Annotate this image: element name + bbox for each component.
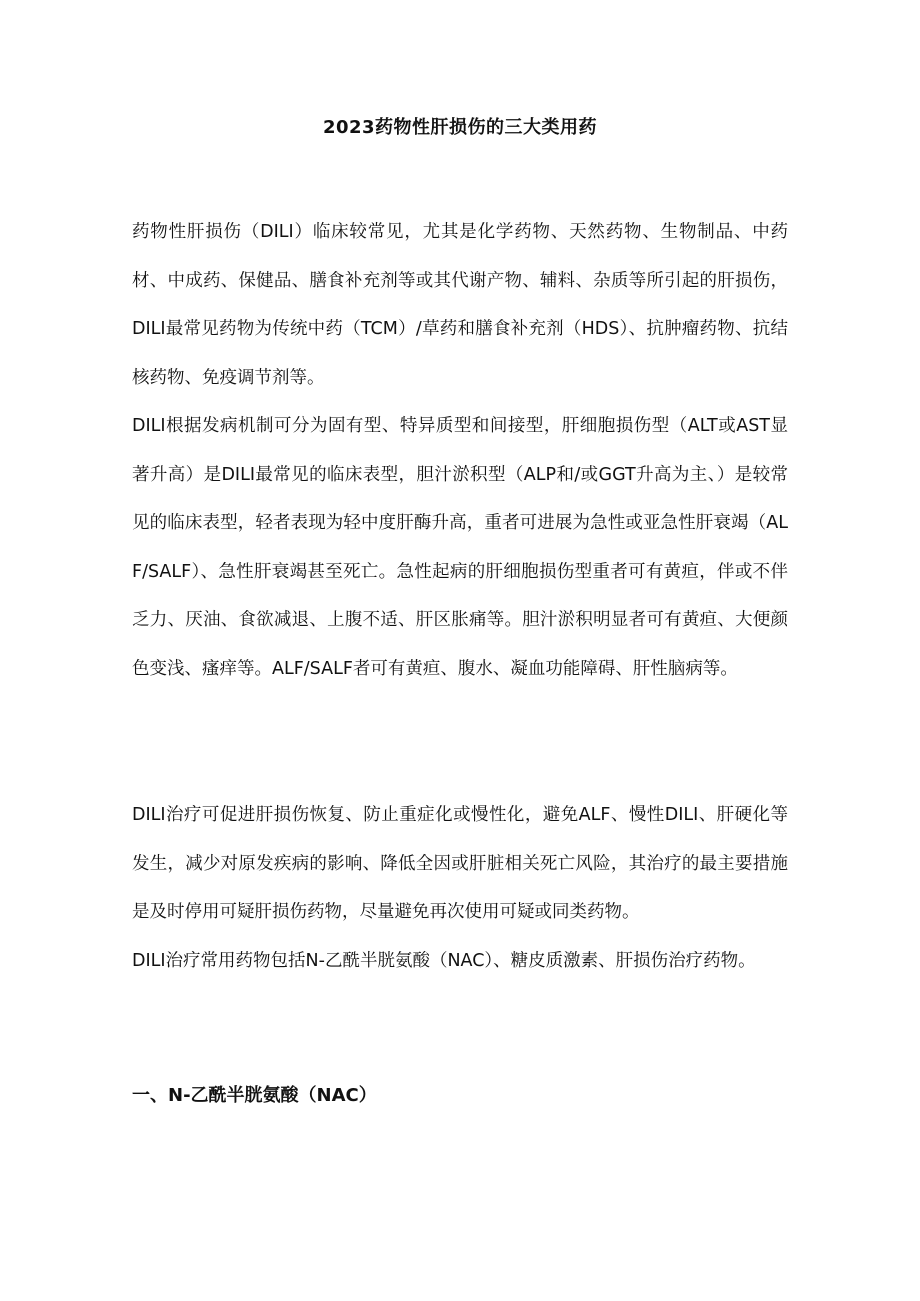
paragraph-dili-treatment-goals: DILI治疗可促进肝损伤恢复、防止重症化或慢性化，避免ALF、慢性DILI、肝硬化等发生，减少对原发疾病的影响、降低全因或肝脏相关死亡风险，其治疗的最主要措施是及时停用可疑肝损伤药物，尽量避免再次使用可疑或同类药物。	[132, 805, 788, 922]
section-heading-nac: 一、N-乙酰半胱氨酸（NAC）	[132, 1085, 377, 1106]
document-title: 2023药物性肝损伤的三大类用药	[322, 117, 598, 138]
paragraph-dili-common-drugs: DILI治疗常用药物包括N-乙酰半胱氨酸（NAC）、糖皮质激素、肝损伤治疗药物。	[132, 951, 756, 971]
paragraph-dili-classification: DILI根据发病机制可分为固有型、特异质型和间接型，肝细胞损伤型（ALT或AST显著升高）是DILI最常见的临床表型，胆汁淤积型（ALP和/或GGT升高为主、）是较常见的临床表型，轻者表现为轻中度肝酶升高，重者可进展为急性或亚急性肝衰竭（ALF/SALF）、急性肝衰竭甚至死亡。急性起病的肝细胞损伤型重者可有黄疸，伴或不伴乏力、厌油、食欲减退、上腹不适、肝区胀痛等。胆汁淤积明显者可有黄疸、大便颜色变浅、瘙痒等。ALF/SALF者可有黄疸、腹水、凝血功能障碍、肝性脑病等。	[132, 416, 788, 679]
paragraph-dili-overview: 药物性肝损伤（DILI）临床较常见，尤其是化学药物、天然药物、生物制品、中药材、中成药、保健品、膳食补充剂等或其代谢产物、辅料、杂质等所引起的肝损伤，DILI最常见药物为传统中药（TCM）/草药和膳食补充剂（HDS）、抗肿瘤药物、抗结核药物、免疫调节剂等。	[132, 222, 788, 388]
